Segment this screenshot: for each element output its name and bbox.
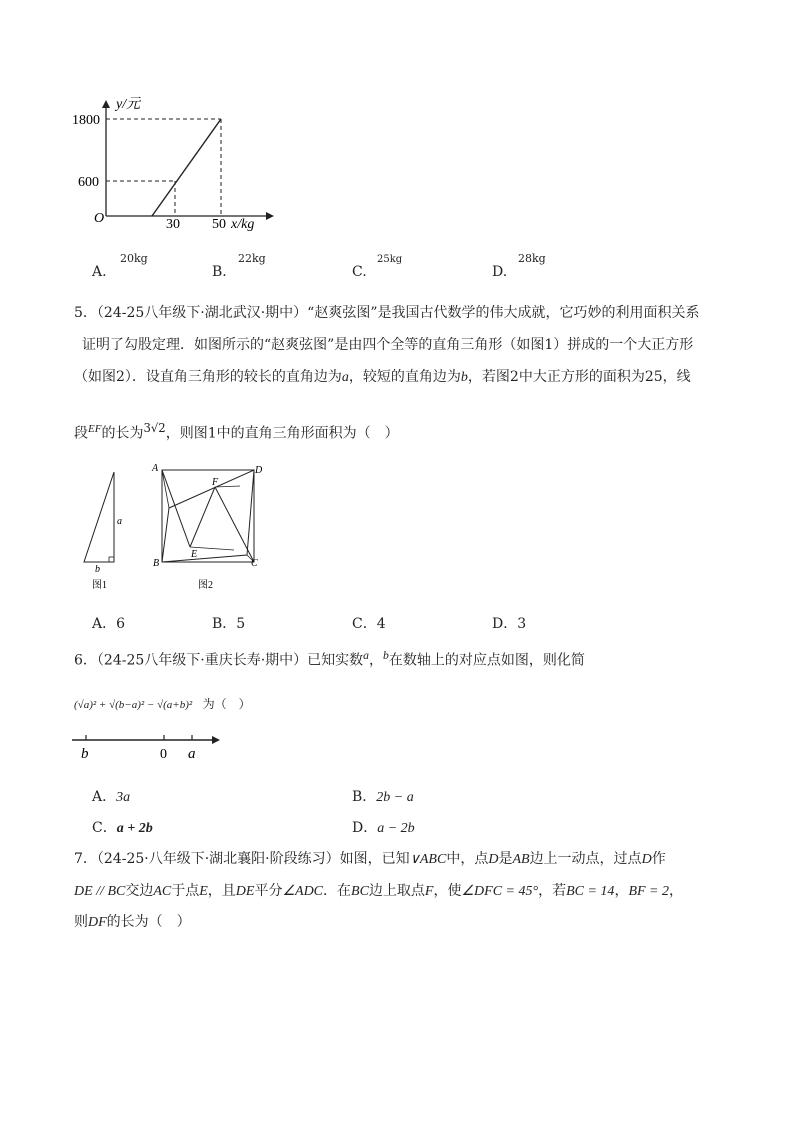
q5-line2: 证明了勾股定理．如图所示的“赵爽弦图”是由四个全等的直角三角形（如图1）拼成的一个大正方形	[82, 337, 694, 353]
q5-option-c[interactable]: C．4	[352, 616, 386, 632]
q5-line3: （如图2）．设直角三角形的较长的直角边为a，较短的直角边为b，若图2中大正方形的面积为25，线	[74, 369, 691, 385]
y-tick-1800: 1800	[72, 113, 100, 128]
q7-line1: 7．（24-25·八年级下·湖北襄阳·阶段练习）如图，已知∨ABC中，点D是AB边上一动点，过点D作	[74, 851, 666, 867]
x-axis-label: x/kg	[231, 217, 255, 232]
fig2-label-E: E	[191, 549, 198, 560]
q6-option-c[interactable]: C．a + 2b	[92, 820, 153, 836]
q5-option-a[interactable]: A．6	[92, 616, 126, 632]
q5-option-b[interactable]: B．5	[212, 616, 246, 632]
fig2-label-F: F	[212, 477, 219, 488]
sqrt-value: 3√2	[143, 421, 166, 435]
q4-options	[92, 252, 692, 280]
numberline-label-b: b	[81, 746, 89, 762]
q7-line2: DE // BC交边AC于点E，且DE平分∠ADC．在BC边上取点F，使∠DFC = 45°，若BC = 14，BF = 2，	[74, 883, 683, 899]
fig1-label-a: a	[117, 516, 122, 527]
fig2-label-B: B	[153, 558, 160, 569]
numberline-label-a: a	[188, 746, 196, 762]
fig2-label-A: A	[152, 463, 159, 474]
q4-option-d-letter[interactable]: D.	[492, 264, 508, 280]
q7-line3: 则DF的长为（ ）	[74, 914, 191, 930]
q5-line4: 段$^{EF}$的长为$^{3√2}$，则图1中的直角三角形面积为（ ）	[74, 421, 399, 442]
var-b: b	[460, 370, 468, 385]
var-EF: EF	[88, 423, 102, 435]
q4-option-c-text: 25kg	[377, 254, 403, 265]
q4-option-d-text: 28kg	[518, 252, 546, 265]
q5-option-d[interactable]: D．3	[492, 616, 527, 632]
fig1-label-b: b	[95, 564, 100, 575]
y-tick-600: 600	[78, 175, 99, 190]
q4-option-b-letter[interactable]: B.	[212, 264, 227, 280]
q4-option-a-letter[interactable]: A.	[92, 264, 107, 280]
q6-line2: (√a)² + √(b−a)² − √(a+b)² 为（ ）	[74, 697, 251, 711]
origin-label: O	[94, 211, 105, 226]
fig2-label-D: D	[255, 465, 263, 476]
q5-line1: 5．（24-25八年级下·湖北武汉·期中）“赵爽弦图”是我国古代数学的伟大成就，它巧妙的利用面积关系	[74, 305, 700, 321]
q4-option-b-text: 22kg	[238, 252, 266, 265]
y-axis-label: y/元	[116, 97, 141, 112]
num-25: 25	[644, 369, 663, 385]
fig2-label-C: C	[251, 558, 258, 569]
fig2-caption: 图2	[198, 580, 213, 591]
numberline-label-zero: 0	[160, 747, 167, 762]
var-b: b	[383, 649, 389, 662]
x-tick-50: 50	[212, 217, 226, 232]
var-a: a	[341, 370, 349, 385]
fig1-caption: 图1	[92, 580, 107, 591]
var-a: a	[363, 649, 369, 662]
q4-option-c-letter[interactable]: C.	[352, 264, 367, 280]
triangle-ABC: ∨ABC	[409, 852, 447, 867]
q6-option-a[interactable]: A．3a	[92, 789, 131, 805]
q6-expression: (√a)² + √(b−a)² − √(a+b)²	[74, 699, 193, 711]
q6-option-b[interactable]: B．2b − a	[352, 789, 414, 805]
x-tick-30: 30	[166, 217, 180, 232]
q6-line1: 6．（24-25八年级下·重庆长寿·期中）已知实数$^a$，$^b$在数轴上的对应点如图，则化简	[74, 649, 585, 669]
figure-2-zhao-shuang-square	[148, 460, 268, 594]
q6-option-d[interactable]: D．a − 2b	[352, 820, 415, 836]
q4-option-a-text: 20kg	[120, 252, 148, 265]
price-weight-graph	[70, 92, 290, 232]
number-line	[70, 730, 230, 764]
figure-1-right-triangle	[78, 470, 138, 592]
